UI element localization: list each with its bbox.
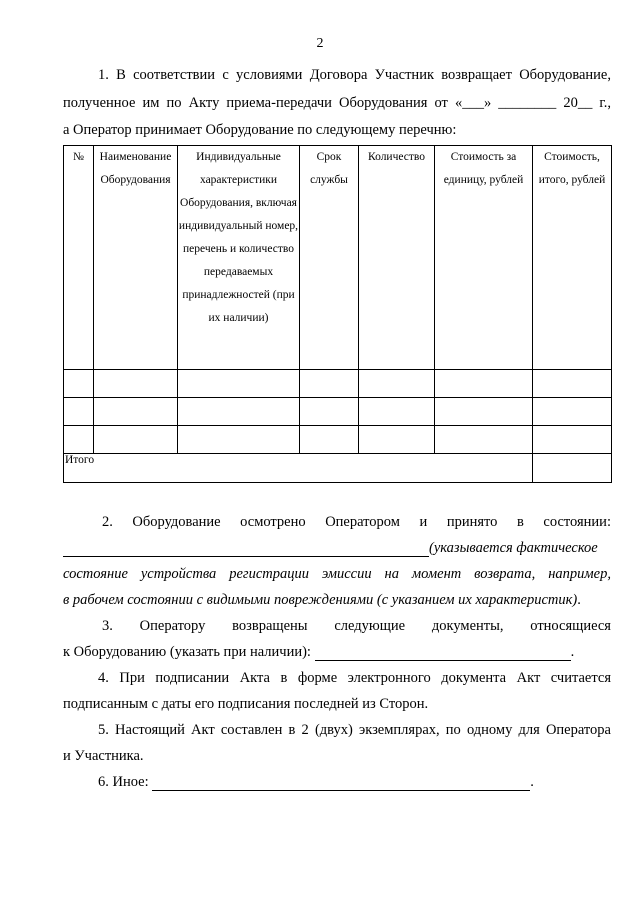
documents-blank-line[interactable] xyxy=(315,644,571,661)
p5-line2: и Участника. xyxy=(63,748,144,764)
p2-line4: в рабочем состоянии с видимыми повреждениями (с указанием их характеристик). xyxy=(63,592,581,608)
page-number: 2 xyxy=(316,36,324,51)
p3-line2: к Оборудованию (указать при наличии): . xyxy=(63,644,575,660)
p2-line2: (указывается фактическое xyxy=(63,539,611,557)
table-row xyxy=(64,398,612,426)
p2-line3: состояние устройства регистрации эмиссии на момент возврата, например, xyxy=(63,566,611,582)
p4-line1: 4. При подписании Акта в форме электронного документа Акт считается xyxy=(98,670,611,686)
p1-line2: полученное им по Акту приема-передачи Оборудования от «___» ________ 20__ г., xyxy=(63,95,611,111)
col-header-characteristics: Индивидуальные характеристики Оборудования, включая индивидуальный номер, перечень и количество передаваемых принадлежностей (при их наличии) xyxy=(178,146,300,370)
p6-line: 6. Иное: . xyxy=(98,774,534,790)
p3-line1: 3. Оператору возвращены следующие документы, относящиеся xyxy=(102,618,611,634)
table-total-row xyxy=(64,454,612,483)
total-label: Итого xyxy=(64,454,533,483)
col-header-quantity: Количество xyxy=(359,146,435,370)
equipment-table xyxy=(63,145,612,483)
col-header-service-life: Срок службы xyxy=(300,146,359,370)
col-header-total-price: Стоимость, итого, рублей xyxy=(533,146,612,370)
p2-line1: 2. Оборудование осмотрено Оператором и принято в состоянии: xyxy=(102,514,611,530)
p1-line1: 1. В соответствии с условиями Договора Участник возвращает Оборудование, xyxy=(98,67,611,83)
col-header-number: № xyxy=(64,146,94,370)
table-row xyxy=(64,426,612,454)
condition-blank-line[interactable] xyxy=(63,540,429,557)
table-header-row xyxy=(64,146,612,370)
p5-line1: 5. Настоящий Акт составлен в 2 (двух) экземплярах, по одному для Оператора xyxy=(98,722,611,738)
total-value-cell xyxy=(533,454,612,483)
col-header-unit-price: Стоимость за единицу, рублей xyxy=(435,146,533,370)
p4-line2: подписанным с даты его подписания последней из Сторон. xyxy=(63,696,429,712)
p1-line3: а Оператор принимает Оборудование по следующему перечню: xyxy=(63,122,457,138)
col-header-name: Наименование Оборудования xyxy=(94,146,178,370)
table-row xyxy=(64,370,612,398)
other-blank-line[interactable] xyxy=(152,774,530,791)
